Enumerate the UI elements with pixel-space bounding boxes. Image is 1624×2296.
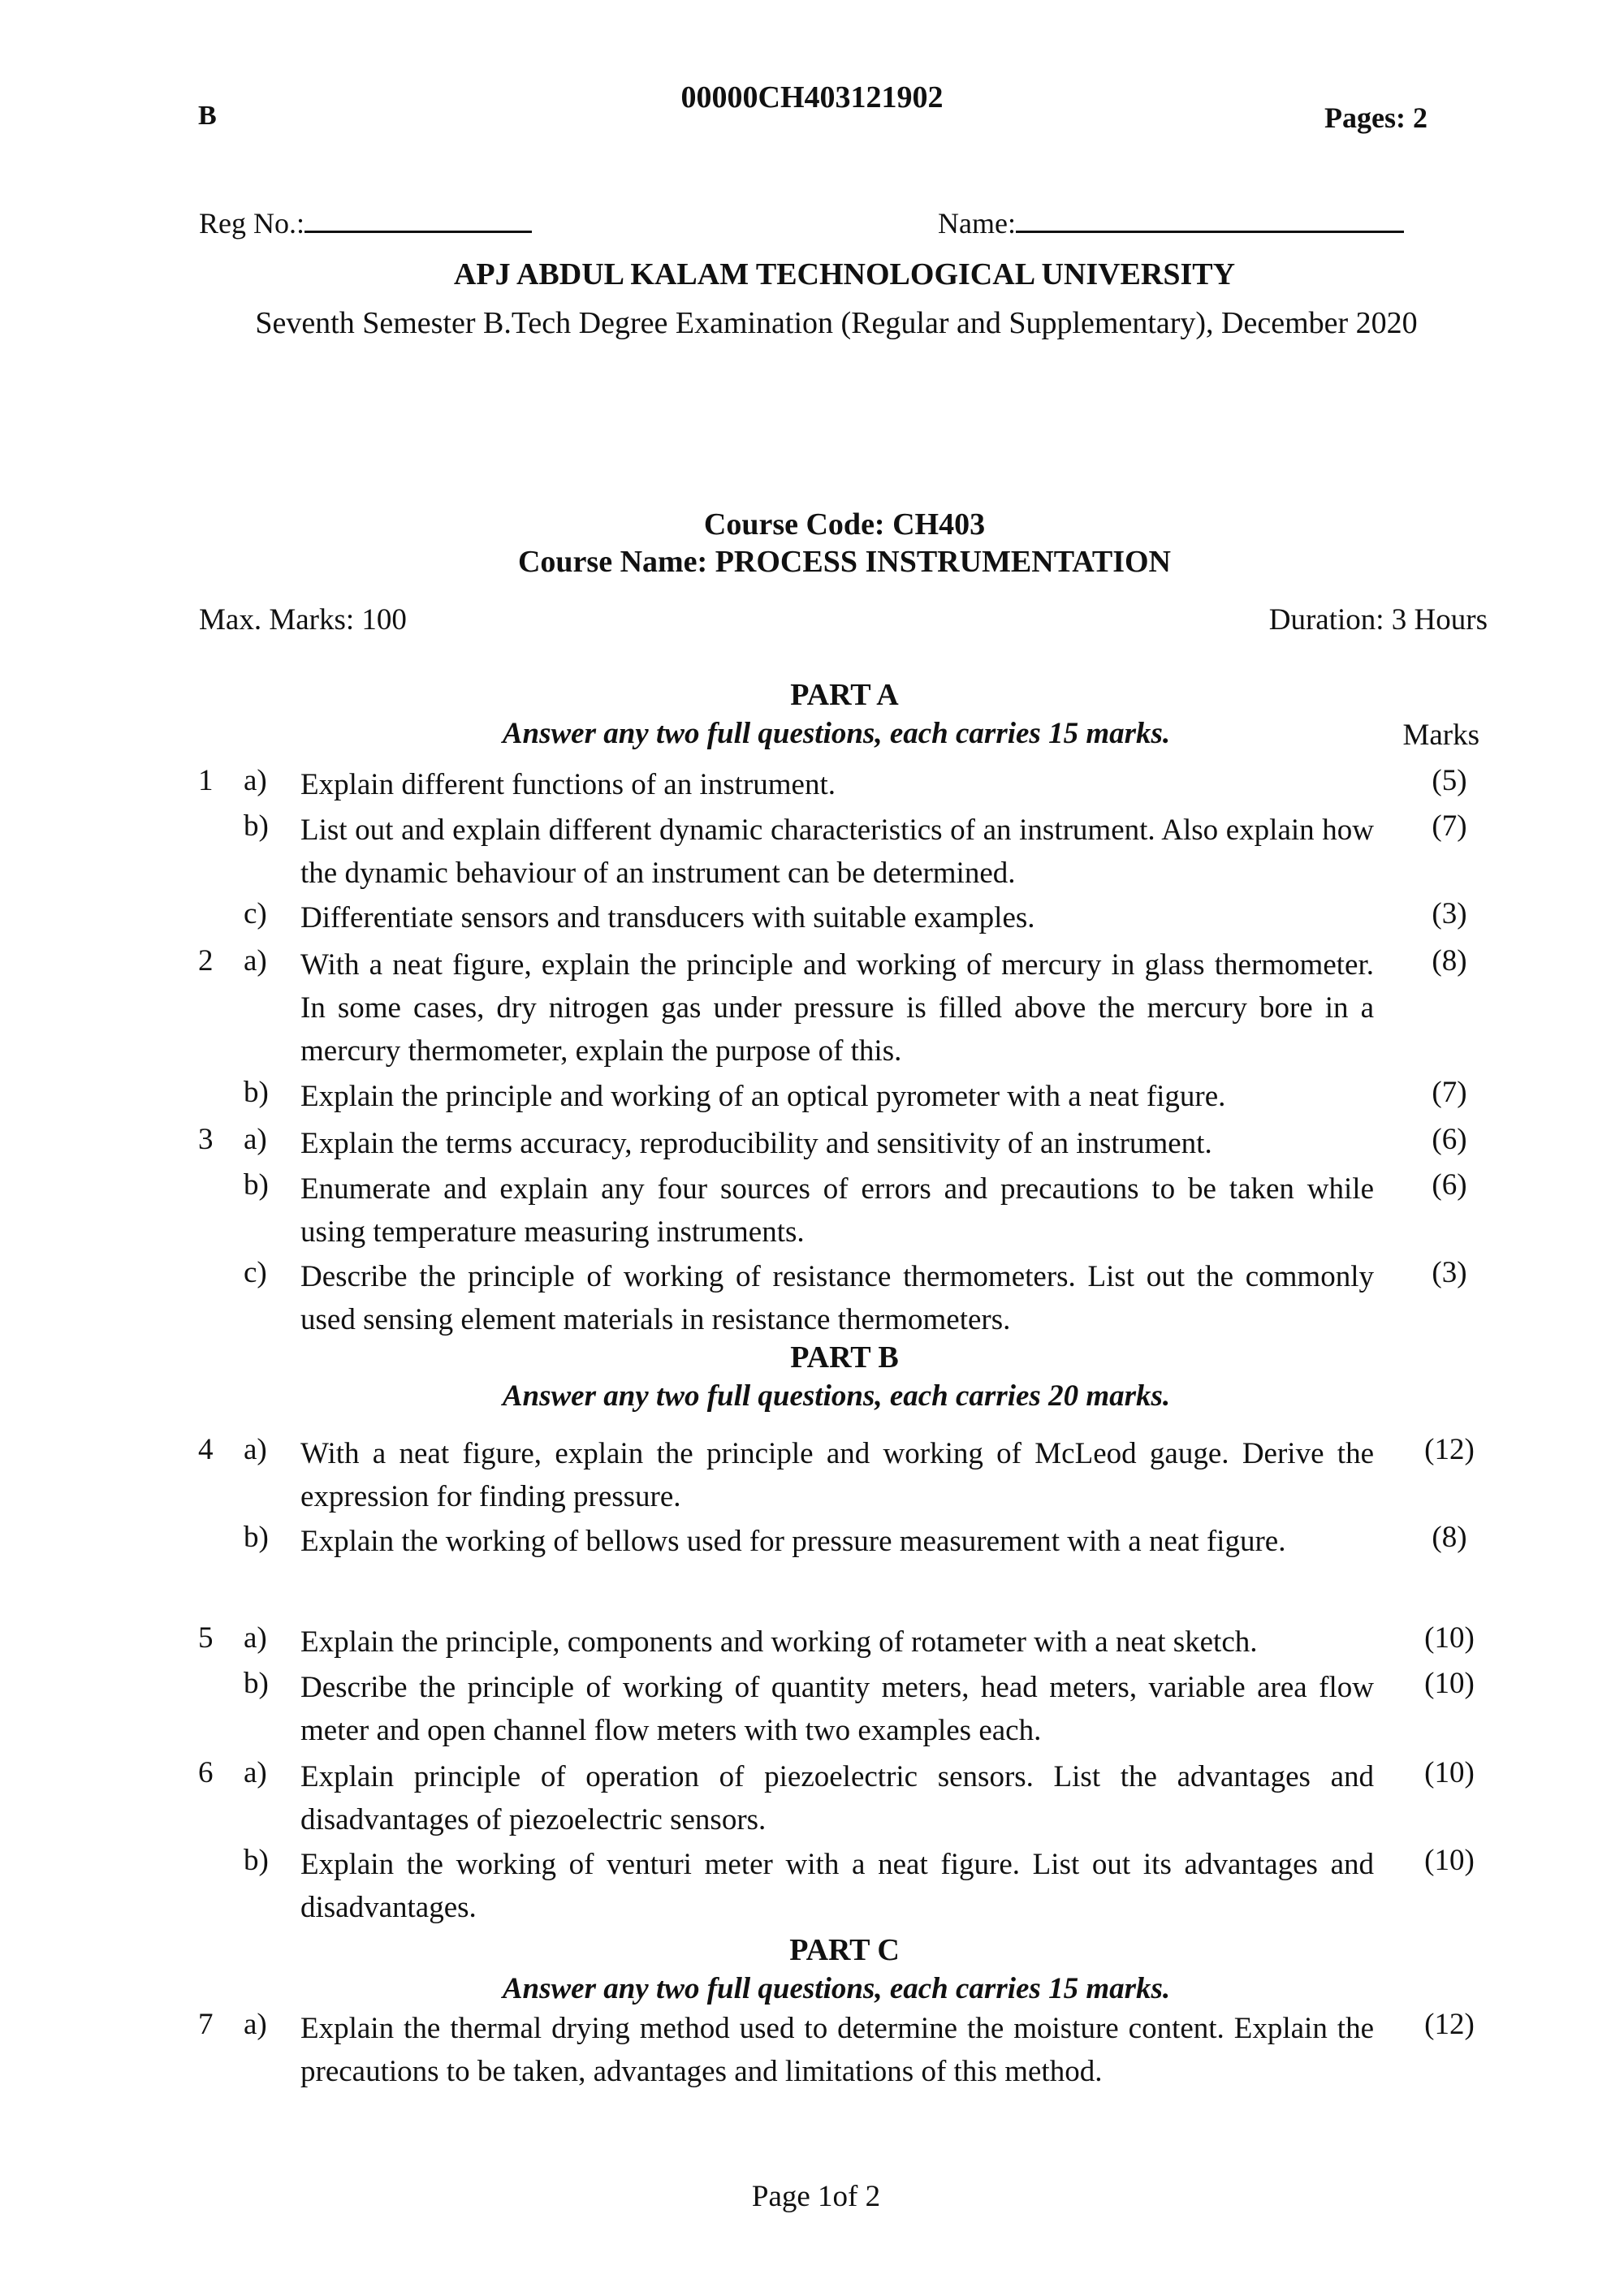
sub-label: a) (244, 1756, 267, 1789)
sub-label: a) (244, 1433, 267, 1466)
question-number: 1 (198, 764, 214, 797)
question-number: 4 (198, 1433, 214, 1466)
name-label: Name: (938, 207, 1016, 240)
question-number: 3 (198, 1123, 214, 1156)
question-text: Describe the principle of working of resistance thermometers. List out the commonly used sensing element materials in resistance thermometers. (300, 1260, 1374, 1336)
sub-label: c) (244, 1256, 267, 1289)
course-name-line (0, 544, 1624, 580)
question-marks: (7) (1432, 809, 1467, 843)
question-number: 6 (198, 1756, 214, 1789)
question-marks: (10) (1424, 1844, 1475, 1877)
sub-label: b) (244, 1667, 269, 1700)
question-marks: (12) (1424, 1433, 1475, 1466)
part-a-title: PART A (790, 678, 899, 712)
course-name: PROCESS INSTRUMENTATION (715, 545, 1172, 579)
question-marks: (8) (1432, 1521, 1467, 1554)
question-marks: (10) (1424, 1756, 1475, 1789)
max-marks: Max. Marks: 100 (199, 603, 407, 637)
question-number: 7 (198, 2008, 214, 2041)
page-footer: Page 1of 2 (751, 2180, 881, 2213)
question-text: Explain the principle and working of an optical pyrometer with a neat figure. (300, 1080, 1226, 1113)
question-text: Explain the working of venturi meter with a neat figure. List out its advantages and disadvantages. (300, 1848, 1374, 1924)
question-text: List out and explain different dynamic characteristics of an instrument. Also explain how the dynamic behaviour of an instrument can be determined. (300, 814, 1374, 890)
sub-label: b) (244, 1168, 269, 1202)
question-text: Explain principle of operation of piezoelectric sensors. List the advantages and disadvantages of piezoelectric sensors. (300, 1760, 1374, 1836)
part-c-title: PART C (789, 1933, 900, 1967)
part-b-title: PART B (790, 1340, 899, 1375)
reg-no-field (199, 206, 532, 240)
reg-no-label: Reg No.: (199, 207, 304, 240)
question-text: Differentiate sensors and transducers with suitable examples. (300, 901, 1035, 934)
course-code: Course Code: CH403 (703, 507, 986, 542)
university-title: APJ ABDUL KALAM TECHNOLOGICAL UNIVERSITY (453, 257, 1236, 291)
question-marks: (6) (1432, 1123, 1467, 1156)
name-blank (1016, 206, 1404, 233)
question-marks: (12) (1424, 2008, 1475, 2041)
sub-label: c) (244, 897, 267, 930)
question-marks: (5) (1432, 764, 1467, 797)
part-b-instruction: Answer any two full questions, each carries 20 marks. (502, 1379, 1171, 1413)
question-marks: (6) (1432, 1168, 1467, 1202)
course-name-label: Course Name: (517, 545, 708, 579)
sub-label: b) (244, 1844, 269, 1877)
sub-label: a) (244, 764, 267, 797)
sub-label: b) (244, 1521, 269, 1554)
question-text: Explain the principle, components and working of rotameter with a neat sketch. (300, 1625, 1258, 1659)
sub-label: a) (244, 944, 267, 978)
question-text: Describe the principle of working of quantity meters, head meters, variable area flow meter and open channel flow meters with two examples each. (300, 1671, 1374, 1747)
part-a-instruction: Answer any two full questions, each carries 15 marks. (502, 717, 1171, 750)
sub-label: a) (244, 1123, 267, 1156)
sub-label: b) (244, 1076, 269, 1109)
question-number: 5 (198, 1621, 214, 1655)
sub-label: b) (244, 809, 269, 843)
question-text: Explain the thermal drying method used to determine the moisture content. Explain the precautions to be taken, advantages and limitations of this method. (300, 2012, 1374, 2088)
reg-no-blank (304, 206, 532, 233)
question-text: Enumerate and explain any four sources of errors and precautions to be taken while using temperature measuring instruments. (300, 1172, 1374, 1249)
pages-count: Pages: 2 (1324, 101, 1427, 134)
series-label: B (198, 101, 217, 131)
sub-label: a) (244, 1621, 267, 1655)
duration: Duration: 3 Hours (1268, 603, 1488, 637)
question-text: With a neat figure, explain the principle and working of McLeod gauge. Derive the expression for finding pressure. (300, 1437, 1374, 1513)
question-marks: (8) (1432, 944, 1467, 978)
question-text: Explain the terms accuracy, reproducibility and sensitivity of an instrument. (300, 1127, 1212, 1160)
name-field (938, 206, 1404, 240)
question-marks: (3) (1432, 1256, 1467, 1289)
question-marks: (3) (1432, 897, 1467, 930)
question-text: Explain different functions of an instrument. (300, 768, 836, 801)
part-c-instruction: Answer any two full questions, each carries 15 marks. (502, 1972, 1171, 2005)
sub-label: a) (244, 2008, 267, 2041)
question-text: Explain the working of bellows used for pressure measurement with a neat figure. (300, 1525, 1286, 1558)
question-marks: (10) (1424, 1621, 1475, 1655)
exam-title: Seventh Semester B.Tech Degree Examination (Regular and Supplementary), December 2020 (255, 306, 1418, 340)
question-number: 2 (198, 944, 214, 978)
question-marks: (10) (1424, 1667, 1475, 1700)
paper-code: 00000CH403121902 (680, 80, 944, 114)
question-text: With a neat figure, explain the principle and working of mercury in glass thermometer. In some cases, dry nitrogen gas under pressure is filled above the mercury bore in a mercury thermometer, explain the purpose of this. (300, 948, 1374, 1068)
question-marks: (7) (1432, 1076, 1467, 1109)
marks-column-header: Marks (1402, 719, 1479, 752)
